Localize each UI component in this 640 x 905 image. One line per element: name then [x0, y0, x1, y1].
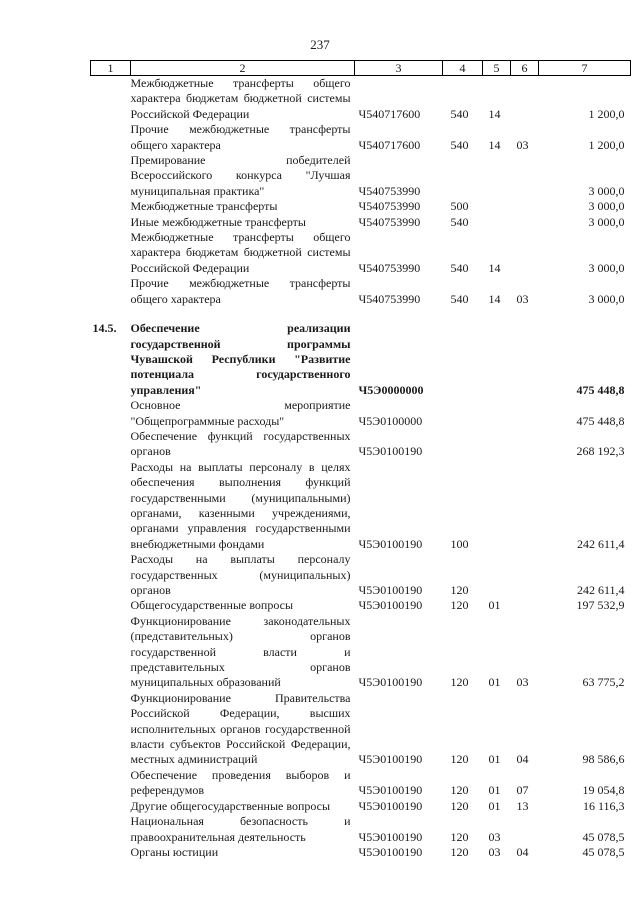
section-code-cell: 01 — [488, 675, 501, 690]
amount-cell: 3 000,0 — [588, 199, 625, 214]
subsection-code-cell — [511, 215, 539, 230]
table-row — [91, 460, 631, 552]
subsection-code-cell — [511, 598, 539, 613]
subsection-code-cell — [511, 552, 539, 598]
table-row — [91, 230, 631, 276]
expense-type-cell: 540 — [450, 260, 469, 275]
budget-table — [90, 60, 631, 860]
amount-cell: 242 611,4 — [576, 536, 625, 551]
expense-name-cell: Национальная безопасность и правоохранительная деятельность — [130, 814, 351, 844]
subsection-code-cell: 04 — [516, 844, 529, 859]
target-article-code-cell: Ч5Э0100000 — [358, 413, 423, 428]
section-code-cell: 01 — [488, 798, 501, 813]
subsection-code-cell — [511, 321, 539, 398]
target-article-code-cell: Ч5Э0100190 — [358, 829, 423, 844]
column-header: 3 — [355, 61, 443, 76]
section-code-cell: 14 — [488, 260, 501, 275]
amount-cell: 1 200,0 — [588, 106, 625, 121]
subsection-code-cell — [511, 429, 539, 460]
amount-cell: 1 200,0 — [588, 137, 625, 152]
expense-type-cell: 120 — [450, 675, 469, 690]
row-number-cell — [91, 76, 131, 123]
section-code-cell — [483, 398, 511, 429]
target-article-code-cell: Ч540753990 — [358, 214, 421, 229]
row-number-cell — [91, 552, 131, 598]
target-article-code-cell: Ч5Э0100190 — [358, 844, 423, 859]
amount-cell: 3 000,0 — [588, 260, 625, 275]
expense-name-cell: Расходы на выплаты персоналу государственных (муниципальных) органов — [130, 552, 351, 597]
expense-type-cell: 120 — [450, 752, 469, 767]
row-number-cell — [91, 598, 131, 613]
expense-type-cell: 540 — [450, 137, 469, 152]
expense-name-cell: Премирование победителей Всероссийского конкурса "Лучшая муниципальная практика" — [130, 153, 351, 198]
target-article-code-cell: Ч540753990 — [358, 260, 421, 275]
target-article-code-cell: Ч5Э0100190 — [358, 798, 423, 813]
expense-type-cell: 540 — [450, 291, 469, 306]
expense-type-cell: 120 — [450, 829, 469, 844]
row-number-cell — [91, 276, 131, 307]
table-row — [91, 321, 631, 398]
row-number-cell — [91, 814, 131, 845]
row-number-cell — [91, 845, 131, 860]
table-row — [91, 552, 631, 598]
target-article-code-cell: Ч540717600 — [358, 106, 421, 121]
column-header: 4 — [443, 61, 483, 76]
row-number-cell — [91, 122, 131, 153]
target-article-code-cell: Ч540753990 — [358, 291, 421, 306]
spacer-row — [91, 307, 631, 321]
table-row — [91, 122, 631, 153]
row-number-cell — [91, 768, 131, 799]
target-article-code-cell: Ч5Э0000000 — [358, 382, 424, 397]
amount-cell: 3 000,0 — [588, 291, 625, 306]
table-row — [91, 845, 631, 860]
column-header: 6 — [511, 61, 539, 76]
expense-type-cell: 540 — [450, 106, 469, 121]
table-row — [91, 398, 631, 429]
amount-cell: 475 448,8 — [576, 382, 625, 397]
section-code-cell — [483, 153, 511, 199]
subsection-code-cell — [511, 814, 539, 845]
table-row — [91, 199, 631, 214]
amount-cell: 3 000,0 — [588, 183, 625, 198]
section-code-cell: 01 — [488, 752, 501, 767]
row-number-cell — [91, 153, 131, 199]
table-row — [91, 215, 631, 230]
row-number-cell: 14.5. — [92, 321, 117, 336]
expense-type-cell — [443, 429, 483, 460]
expense-type-cell — [443, 153, 483, 199]
expense-name-cell: Иные межбюджетные трансферты — [130, 214, 306, 229]
target-article-code-cell: Ч540753990 — [358, 199, 421, 214]
table-row — [91, 799, 631, 814]
expense-type-cell: 100 — [450, 536, 469, 551]
target-article-code-cell: Ч5Э0100190 — [358, 598, 423, 613]
row-number-cell — [91, 230, 131, 276]
expense-type-cell — [443, 321, 483, 398]
section-code-cell: 14 — [488, 291, 501, 306]
target-article-code-cell: Ч540753990 — [358, 183, 421, 198]
expense-name-cell: Расходы на выплаты персоналу в целях обеспечения выполнения функций государственными (муниципальными) органами, казенными учреждениями, органами управления государственными внебюджетными фондами — [130, 459, 351, 551]
table-row — [91, 276, 631, 307]
table-row — [91, 429, 631, 460]
subsection-code-cell: 03 — [516, 675, 529, 690]
target-article-code-cell: Ч5Э0100190 — [358, 583, 423, 597]
target-article-code-cell: Ч5Э0100190 — [358, 536, 423, 551]
expense-name-cell: Другие общегосударственные вопросы — [130, 798, 331, 813]
row-number-cell — [91, 460, 131, 552]
table-header-row — [91, 61, 631, 76]
table-row — [91, 691, 631, 768]
amount-cell: 98 586,6 — [582, 752, 625, 767]
table-row — [91, 814, 631, 845]
section-code-cell: 14 — [488, 137, 501, 152]
expense-name-cell: Обеспечение проведения выборов и референдумов — [130, 767, 351, 798]
expense-type-cell: 120 — [450, 844, 469, 859]
expense-name-cell: Прочие межбюджетные трансферты общего характера — [130, 122, 351, 152]
table-row — [91, 598, 631, 613]
row-number-cell — [91, 614, 131, 691]
expense-name-cell: Функционирование Правительства Российской Федерации, высших исполнительных органов государственной власти субъектов Российской Федерации, местных администраций — [130, 690, 351, 767]
expense-name-cell: Функционирование законодательных (представительных) органов государственной власти и представительных органов муниципальных образований — [130, 613, 351, 690]
section-code-cell — [483, 321, 511, 398]
section-code-cell — [483, 460, 511, 552]
table-row — [91, 768, 631, 799]
expense-type-cell: 120 — [450, 798, 469, 813]
expense-type-cell: 120 — [450, 583, 469, 597]
target-article-code-cell: Ч5Э0100190 — [358, 783, 423, 798]
section-code-cell — [483, 199, 511, 214]
subsection-code-cell — [511, 230, 539, 276]
section-code-cell — [483, 215, 511, 230]
expense-name-cell: Органы юстиции — [130, 844, 219, 859]
amount-cell: 475 448,8 — [576, 413, 625, 428]
expense-type-cell: 500 — [450, 199, 469, 214]
expense-name-cell: Обеспечение реализации государственной программы Чувашской Республики "Развитие потенциала государственного управления" — [130, 321, 351, 397]
page-number: 237 — [310, 37, 330, 52]
subsection-code-cell — [511, 460, 539, 552]
section-code-cell: 03 — [488, 829, 501, 844]
amount-cell: 242 611,4 — [576, 583, 625, 597]
expense-name-cell: Обеспечение функций государственных органов — [130, 428, 351, 459]
expense-name-cell: Межбюджетные трансферты общего характера бюджетам бюджетной системы Российской Федерации — [130, 230, 351, 275]
expense-type-cell — [443, 398, 483, 429]
amount-cell: 3 000,0 — [588, 214, 625, 229]
target-article-code-cell: Ч5Э0100190 — [358, 675, 423, 690]
subsection-code-cell: 07 — [516, 783, 529, 798]
row-number-cell — [91, 199, 131, 214]
table-row — [91, 76, 631, 123]
expense-type-cell: 120 — [450, 598, 469, 613]
subsection-code-cell — [511, 153, 539, 199]
row-number-cell — [91, 215, 131, 230]
subsection-code-cell — [511, 199, 539, 214]
target-article-code-cell: Ч5Э0100190 — [358, 444, 423, 459]
expense-name-cell: Межбюджетные трансферты — [130, 199, 278, 214]
table-row — [91, 614, 631, 691]
column-header: 2 — [131, 61, 355, 76]
section-code-cell — [483, 552, 511, 598]
column-header: 5 — [483, 61, 511, 76]
subsection-code-cell: 03 — [516, 137, 529, 152]
row-number-cell — [91, 799, 131, 814]
amount-cell: 197 532,9 — [576, 598, 625, 613]
section-code-cell: 01 — [488, 783, 501, 798]
subsection-code-cell — [511, 398, 539, 429]
section-code-cell — [483, 429, 511, 460]
target-article-code-cell: Ч5Э0100190 — [358, 752, 423, 767]
expense-type-cell: 120 — [450, 783, 469, 798]
section-code-cell: 03 — [488, 844, 501, 859]
subsection-code-cell: 04 — [516, 752, 529, 767]
subsection-code-cell: 03 — [516, 291, 529, 306]
expense-name-cell: Межбюджетные трансферты общего характера бюджетам бюджетной системы Российской Федерации — [130, 76, 351, 121]
row-number-cell — [91, 429, 131, 460]
target-article-code-cell: Ч540717600 — [358, 137, 421, 152]
table-row — [91, 153, 631, 199]
subsection-code-cell: 13 — [516, 798, 529, 813]
section-code-cell: 01 — [488, 598, 501, 613]
amount-cell: 45 078,5 — [582, 844, 625, 859]
table-body — [91, 76, 631, 861]
row-number-cell — [91, 691, 131, 768]
section-code-cell: 14 — [488, 106, 501, 121]
column-header: 7 — [539, 61, 631, 76]
subsection-code-cell — [511, 76, 539, 123]
amount-cell: 19 054,8 — [582, 783, 625, 798]
row-number-cell — [91, 398, 131, 429]
amount-cell: 268 192,3 — [576, 444, 625, 459]
amount-cell: 63 775,2 — [582, 675, 625, 690]
column-header: 1 — [91, 61, 131, 76]
amount-cell: 16 116,3 — [582, 798, 625, 813]
expense-name-cell: Основное мероприятие "Общепрограммные расходы" — [130, 398, 351, 428]
amount-cell: 45 078,5 — [582, 829, 625, 844]
expense-type-cell: 540 — [450, 214, 469, 229]
expense-name-cell: Прочие межбюджетные трансферты общего характера — [130, 276, 351, 306]
expense-name-cell: Общегосударственные вопросы — [130, 598, 294, 613]
